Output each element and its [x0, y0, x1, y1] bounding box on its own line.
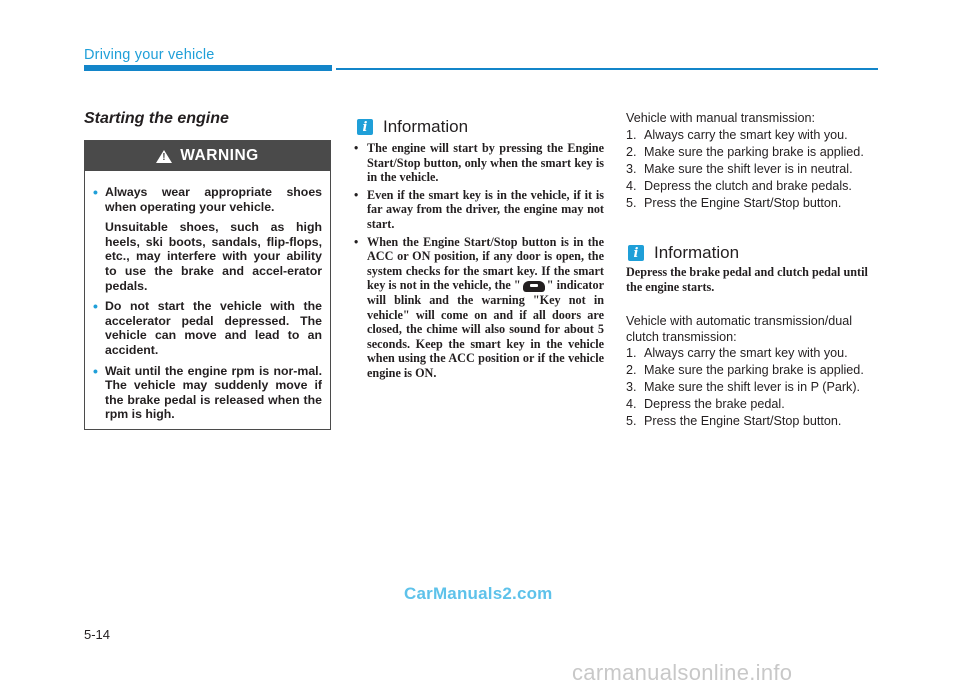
info-title: Information — [383, 117, 469, 136]
warning-list — [85, 171, 330, 422]
warning-item: • Always wear appropriate shoes when operating your vehicle. Unsuitable shoes, such as high heels, ski boots, sandals, flip-flops, etc., may interfere with your ability to use the brake and accel-erator pedals. — [93, 184, 322, 293]
step-item: 1. Always carry the smart key with you. — [626, 128, 848, 142]
info-list — [354, 141, 604, 384]
bullet-icon: • — [93, 184, 98, 200]
header-rule-thin — [336, 68, 878, 70]
info-item: • When the Engine Start/Stop button is in the ACC or ON position, if any door is open, the system checks for the smart key. If the smart key is not in the vehicle, the " " indicator will blink and the warning "Key not in vehicle" will come on and if all doors are closed, the chime will also sound for about 5 seconds. Keep the smart key in the vehicle when using the ACC position or if the vehicle engine is ON. — [354, 234, 604, 380]
info-icon: i — [357, 119, 373, 135]
step-item: 5. Press the Engine Start/Stop button. — [626, 414, 842, 428]
info-title: Information — [654, 243, 740, 262]
manual-steps — [626, 128, 878, 213]
info-icon: i — [628, 245, 644, 261]
watermark-link[interactable]: CarManuals2.com — [404, 584, 553, 603]
watermark-bottom: carmanualsonline.info — [572, 660, 793, 685]
step-item: 5. Press the Engine Start/Stop button. — [626, 196, 842, 210]
warning-item: • Wait until the engine rpm is nor-mal. The vehicle may suddenly move if the brake pedal is released when the rpm is high. — [93, 362, 322, 422]
bullet-icon: • — [93, 362, 98, 379]
step-item: 1. Always carry the smart key with you. — [626, 346, 848, 360]
automatic-heading: Vehicle with automatic transmission/dual clutch transmission: — [626, 314, 853, 344]
step-item: 2. Make sure the parking brake is applied. — [626, 145, 864, 159]
info-heading — [357, 117, 468, 137]
warning-label: WARNING — [180, 147, 259, 164]
warning-header — [85, 141, 330, 171]
warning-triangle-icon: ! — [156, 150, 172, 163]
manual-heading: Vehicle with manual transmission: — [626, 111, 815, 125]
step-item: 3. Make sure the shift lever is in neutral. — [626, 162, 853, 176]
info-text: Depress the brake pedal and clutch pedal until the engine starts. — [626, 265, 868, 294]
step-item: 2. Make sure the parking brake is applied. — [626, 363, 864, 377]
page-number: 5-14 — [84, 627, 111, 642]
section-title: Starting the engine — [84, 110, 229, 127]
section-header: Driving your vehicle — [84, 47, 215, 63]
step-item: 3. Make sure the shift lever is in P (Park). — [626, 380, 861, 394]
smart-key-icon — [523, 281, 545, 292]
warning-item: • Do not start the vehicle with the accelerator pedal depressed. The vehicle can move and lead to an accident. — [93, 298, 322, 357]
step-item: 4. Depress the brake pedal. — [626, 397, 785, 411]
automatic-steps — [626, 346, 878, 431]
warning-box — [84, 140, 331, 430]
info-heading — [628, 243, 739, 263]
info-item: • Even if the smart key is in the vehicle, if it is far away from the driver, the engine may not start. — [354, 187, 604, 231]
bullet-icon: • — [93, 298, 98, 315]
step-item: 4. Depress the clutch and brake pedals. — [626, 179, 852, 193]
info-item: • The engine will start by pressing the Engine Start/Stop button, only when the smart key is in the vehicle. — [354, 141, 604, 185]
header-rule-thick — [84, 65, 332, 71]
